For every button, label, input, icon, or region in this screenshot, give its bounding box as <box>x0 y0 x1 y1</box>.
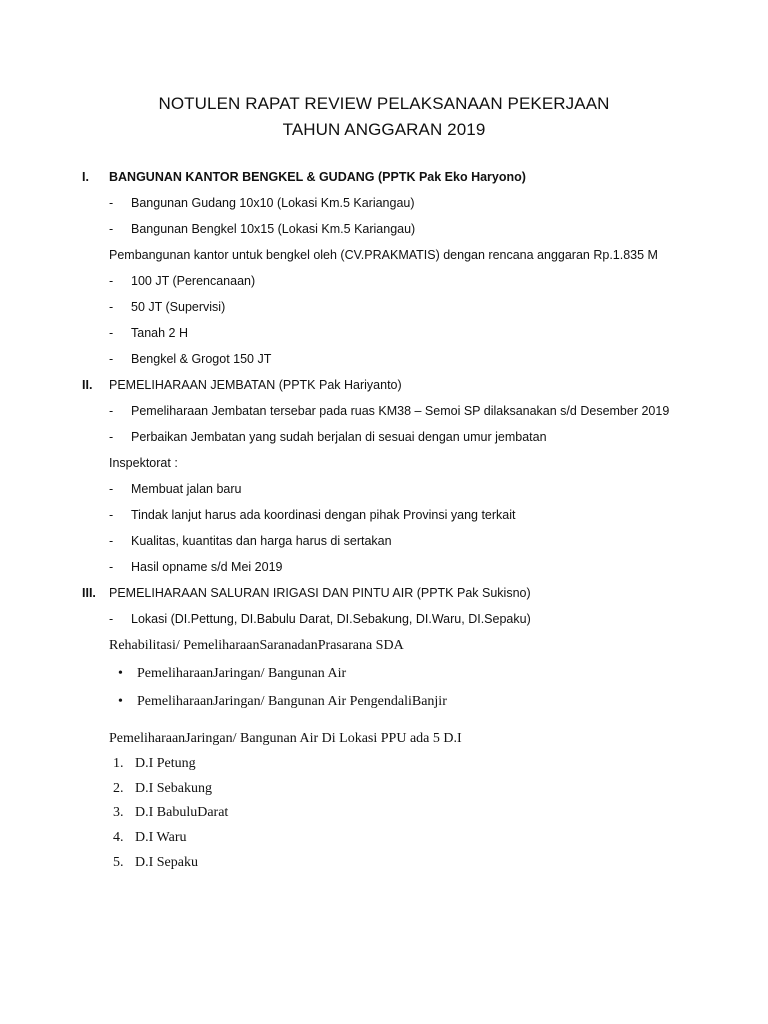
section-2-item-b-1: Membuat jalan baru <box>131 482 242 496</box>
section-3-ordered-4: D.I Waru <box>135 830 187 845</box>
ordered-marker-5: 5. <box>113 855 124 870</box>
dash-marker: - <box>109 612 114 626</box>
ordered-marker-2: 2. <box>113 781 124 796</box>
section-2-item-b-4: Hasil opname s/d Mei 2019 <box>131 560 283 574</box>
document-title-line-2: TAHUN ANGGARAN 2019 <box>282 120 486 139</box>
dash-marker: - <box>109 560 114 574</box>
section-3-item-a-1: Lokasi (DI.Pettung, DI.Babulu Darat, DI.Sebakung, DI.Waru, DI.Sepaku) <box>131 612 531 626</box>
section-2-item-a-2: Perbaikan Jembatan yang sudah berjalan di sesuai dengan umur jembatan <box>131 430 547 444</box>
section-3-numeral: III. <box>82 586 96 600</box>
dash-marker: - <box>109 300 114 314</box>
section-1-item-a-1: Bangunan Gudang 10x10 (Lokasi Km.5 Kariangau) <box>131 196 415 210</box>
section-1-heading: BANGUNAN KANTOR BENGKEL & GUDANG (PPTK Pak Eko Haryono) <box>109 170 526 184</box>
dash-marker: - <box>109 508 114 522</box>
section-1-item-b-4: Bengkel & Grogot 150 JT <box>131 352 272 366</box>
dash-marker: - <box>109 196 114 210</box>
section-2-numeral: II. <box>82 378 93 392</box>
bullet-marker: • <box>118 694 123 709</box>
section-3-paragraph-2: PemeliharaanJaringan/ Bangunan Air Di Lokasi PPU ada 5 D.I <box>109 731 462 746</box>
section-1-paragraph: Pembangunan kantor untuk bengkel oleh (CV.PRAKMATIS) dengan rencana anggaran Rp.1.835 M <box>109 248 658 262</box>
dash-marker: - <box>109 352 114 366</box>
section-2-heading: PEMELIHARAAN JEMBATAN (PPTK Pak Hariyanto) <box>109 378 402 392</box>
section-1-item-a-2: Bangunan Bengkel 10x15 (Lokasi Km.5 Kariangau) <box>131 222 416 236</box>
dash-marker: - <box>109 534 114 548</box>
bullet-marker: • <box>118 666 123 681</box>
section-3-bullet-1: PemeliharaanJaringan/ Bangunan Air <box>137 666 347 681</box>
dash-marker: - <box>109 404 114 418</box>
section-3-ordered-1: D.I Petung <box>135 756 196 771</box>
section-1-numeral: I. <box>82 170 89 184</box>
dash-marker: - <box>109 430 114 444</box>
ordered-marker-1: 1. <box>113 756 124 771</box>
section-2-item-b-3: Kualitas, kuantitas dan harga harus di sertakan <box>131 534 392 548</box>
section-1-item-b-1: 100 JT (Perencanaan) <box>131 274 256 288</box>
section-1-item-b-3: Tanah 2 H <box>131 326 188 340</box>
dash-marker: - <box>109 482 114 496</box>
section-3-bullet-2: PemeliharaanJaringan/ Bangunan Air PengendaliBanjir <box>137 694 447 709</box>
section-3-ordered-5: D.I Sepaku <box>135 855 198 870</box>
section-3-ordered-3: D.I BabuluDarat <box>135 805 229 820</box>
section-1-item-b-2: 50 JT (Supervisi) <box>131 300 226 314</box>
section-2-item-b-2: Tindak lanjut harus ada koordinasi dengan pihak Provinsi yang terkait <box>131 508 516 522</box>
dash-marker: - <box>109 222 114 236</box>
document-title-line-1: NOTULEN RAPAT REVIEW PELAKSANAAN PEKERJAAN <box>158 94 610 113</box>
dash-marker: - <box>109 326 114 340</box>
ordered-marker-4: 4. <box>113 830 124 845</box>
section-3-ordered-2: D.I Sebakung <box>135 781 212 796</box>
dash-marker: - <box>109 274 114 288</box>
ordered-marker-3: 3. <box>113 805 124 820</box>
section-2-paragraph: Inspektorat : <box>109 456 178 470</box>
section-3-heading: PEMELIHARAAN SALURAN IRIGASI DAN PINTU AIR (PPTK Pak Sukisno) <box>109 586 531 600</box>
section-3-paragraph: Rehabilitasi/ PemeliharaanSaranadanPrasarana SDA <box>109 638 404 653</box>
section-2-item-a-1: Pemeliharaan Jembatan tersebar pada ruas KM38 – Semoi SP dilaksanakan s/d Desember 2019 <box>131 404 670 418</box>
